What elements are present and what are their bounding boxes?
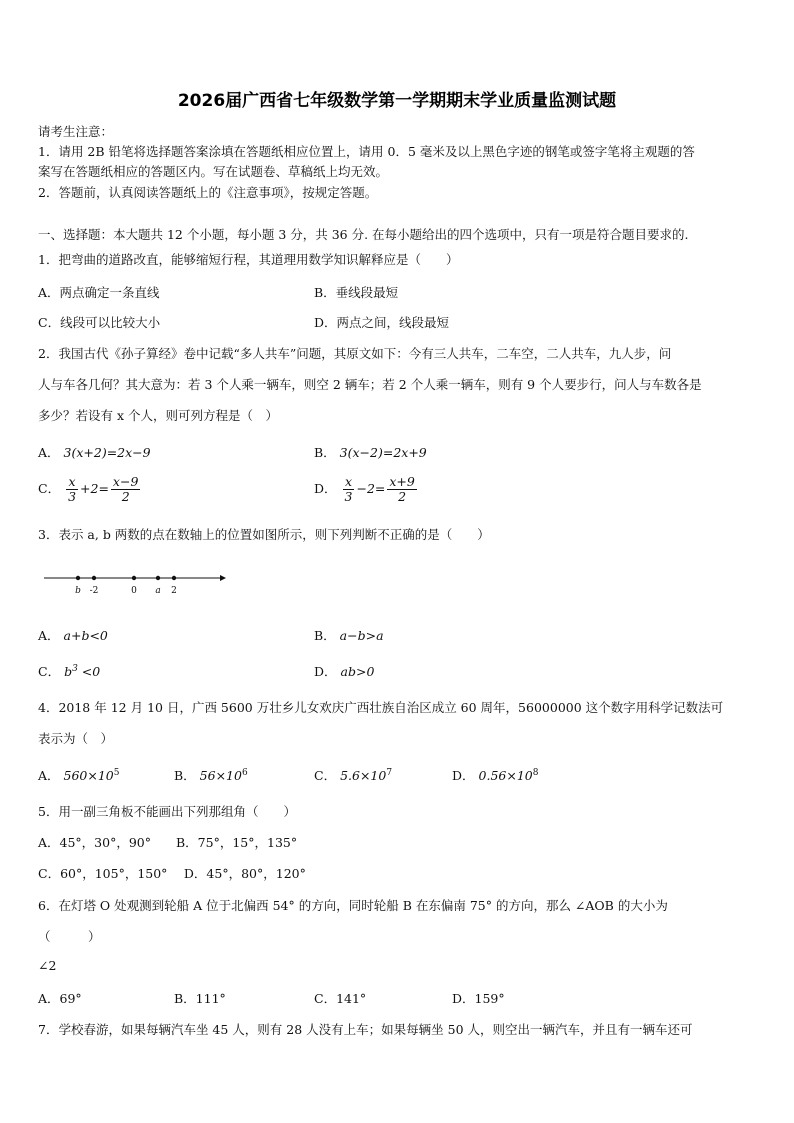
- question-2-stem-line-3: 多少？若设有 x 个人，则可列方程是（ ）: [38, 408, 278, 423]
- equation-middle: −2=: [356, 481, 386, 496]
- question-6-option-b: B．111°: [174, 991, 226, 1006]
- expression-base: 560×10: [63, 768, 114, 783]
- denominator: 2: [398, 489, 407, 504]
- option-label: A．: [38, 628, 60, 643]
- expression-base: 0.56×10: [478, 768, 533, 783]
- denominator: 2: [121, 489, 130, 504]
- option-label: A．: [38, 445, 60, 460]
- option-label: D．: [314, 481, 337, 496]
- number-line-point: [172, 576, 176, 580]
- notice-heading: 请考生注意：: [38, 124, 114, 139]
- fraction: [343, 475, 355, 504]
- question-5-stem: 5．用一副三角板不能画出下列那组角（ ）: [38, 804, 296, 819]
- number-line-point: [92, 576, 96, 580]
- question-4-stem-line-2: 表示为（ ）: [38, 731, 114, 746]
- option-label: B．: [314, 628, 336, 643]
- expression: a−b>a: [339, 628, 384, 643]
- option-label: C．: [38, 481, 61, 496]
- question-1-option-a: A．两点确定一条直线: [38, 285, 160, 300]
- number-line-point: [76, 576, 80, 580]
- numerator: x−9: [112, 474, 139, 489]
- question-1-option-c: C．线段可以比较大小: [38, 315, 161, 330]
- option-label: C．: [314, 768, 337, 783]
- number-line-points: [75, 576, 177, 596]
- question-2-stem-line-1: 2．我国古代《孙子算经》卷中记载“多人共车”问题，其原文如下：今有三人共车，二车空，二人共车，九人步，问: [38, 346, 672, 361]
- question-6-option-c: C．141°: [314, 991, 367, 1006]
- denominator: 3: [68, 489, 77, 504]
- numerator: x: [66, 475, 78, 490]
- question-3-option-c: [38, 662, 100, 680]
- expression-rest: <0: [77, 664, 101, 679]
- number-line-figure: [44, 568, 234, 602]
- number-line-arrow: [220, 575, 226, 581]
- numerator: x: [343, 475, 355, 490]
- number-line-label: 2: [171, 586, 177, 596]
- expression: a+b<0: [63, 628, 108, 643]
- question-5-options-cd: C．60°，105°，150° D．45°，80°，120°: [38, 866, 306, 881]
- notice-item-1-cont: 案写在答题纸相应的答题区内。写在试题卷、草稿纸上均无效。: [38, 164, 389, 179]
- expression-exponent: 7: [386, 767, 393, 778]
- question-1-stem: 1．把弯曲的道路改直，能够缩短行程，其道理用数学知识解释应是（ ）: [38, 252, 459, 267]
- question-1-option-d: D．两点之间，线段最短: [314, 315, 450, 330]
- denominator: 3: [344, 489, 353, 504]
- section-heading: 一、选择题：本大题共 12 个小题，每小题 3 分，共 36 分. 在每小题给出的四个选项中，只有一项是符合题目要求的.: [38, 227, 689, 242]
- question-2-option-a: [38, 443, 151, 461]
- question-4-option-c: [314, 766, 392, 784]
- question-3-option-a: [38, 626, 108, 644]
- question-3-option-b: [314, 626, 384, 644]
- option-label: A．: [38, 768, 60, 783]
- fraction: [66, 475, 78, 504]
- expression-exponent: 6: [241, 767, 248, 778]
- notice-item-2: 2．答题前，认真阅读答题纸上的《注意事项》，按规定答题。: [38, 185, 378, 200]
- option-label: B．: [314, 445, 336, 460]
- question-2-stem-line-2: 人与车各几何？其大意为：若 3 个人乘一辆车，则空 2 辆车；若 2 个人乘一辆车，则有 9 个人要步行，问人与车数各是: [38, 377, 702, 392]
- number-line-label: -2: [89, 586, 99, 596]
- equation-middle: +2=: [80, 481, 109, 496]
- question-3-option-d: [314, 662, 374, 680]
- option-label: C．: [38, 664, 61, 679]
- number-line-label: 0: [131, 586, 137, 596]
- fraction: [387, 475, 416, 504]
- question-2-option-c: [38, 475, 142, 504]
- expression: ab>0: [340, 664, 375, 679]
- question-4-option-a: [38, 766, 120, 784]
- question-3-stem: 3．表示 a, b 两数的点在数轴上的位置如图所示，则下列判断不正确的是（ ）: [38, 527, 490, 542]
- expression-exponent: 3: [72, 663, 78, 674]
- question-4-stem-line-1: 4．2018 年 12 月 10 日，广西 5600 万壮乡儿女欢庆广西壮族自治区成立 60 周年，56000000 这个数字用科学记数法可: [38, 700, 724, 715]
- expression-exponent: 5: [113, 767, 120, 778]
- question-6-option-d: D．159°: [452, 991, 505, 1006]
- expression-exponent: 8: [532, 767, 539, 778]
- equation: 3(x−2)=2x+9: [339, 445, 427, 460]
- page-title: 2026届广西省七年级数学第一学期期末学业质量监测试题: [177, 91, 617, 111]
- question-4-option-d: [452, 766, 538, 784]
- number-line-label: a: [155, 586, 161, 596]
- fraction: [111, 475, 140, 504]
- question-5-options-ab: A．45°，30°，90° B．75°，15°，135°: [38, 835, 298, 850]
- question-2-option-d: [314, 475, 419, 504]
- question-4-option-b: [174, 766, 248, 784]
- equation: 3(x+2)=2x−9: [63, 445, 151, 460]
- numerator: x+9: [389, 474, 415, 489]
- question-6-stem-line-3: ∠2: [38, 958, 57, 973]
- question-6-stem-line-2: （ ）: [38, 929, 101, 944]
- expression-base: b: [64, 664, 73, 679]
- number-line-point: [132, 576, 136, 580]
- expression-base: 56×10: [199, 768, 242, 783]
- question-6-stem-line-1: 6．在灯塔 O 处观测到轮船 A 位于北偏西 54° 的方向，同时轮船 B 在东偏南 75° 的方向，那么 ∠AOB 的大小为: [38, 898, 668, 913]
- notice-item-1: 1．请用 2B 铅笔将选择题答案涂填在答题纸相应位置上，请用 0．5 毫米及以上黑色字迹的钢笔或签字笔将主观题的答: [38, 144, 695, 159]
- question-6-option-a: A．69°: [38, 991, 82, 1006]
- option-label: D．: [314, 664, 337, 679]
- question-1-option-b: B．垂线段最短: [314, 285, 399, 300]
- number-line-label: b: [75, 586, 81, 596]
- question-7-stem-line-1: 7．学校春游，如果每辆汽车坐 45 人，则有 28 人没有上车；如果每辆坐 50 人，则空出一辆汽车，并且有一辆车还可: [38, 1022, 693, 1037]
- question-2-option-b: [314, 443, 427, 461]
- option-label: B．: [174, 768, 196, 783]
- number-line-point: [156, 576, 160, 580]
- expression-base: 5.6×10: [340, 768, 387, 783]
- option-label: D．: [452, 768, 475, 783]
